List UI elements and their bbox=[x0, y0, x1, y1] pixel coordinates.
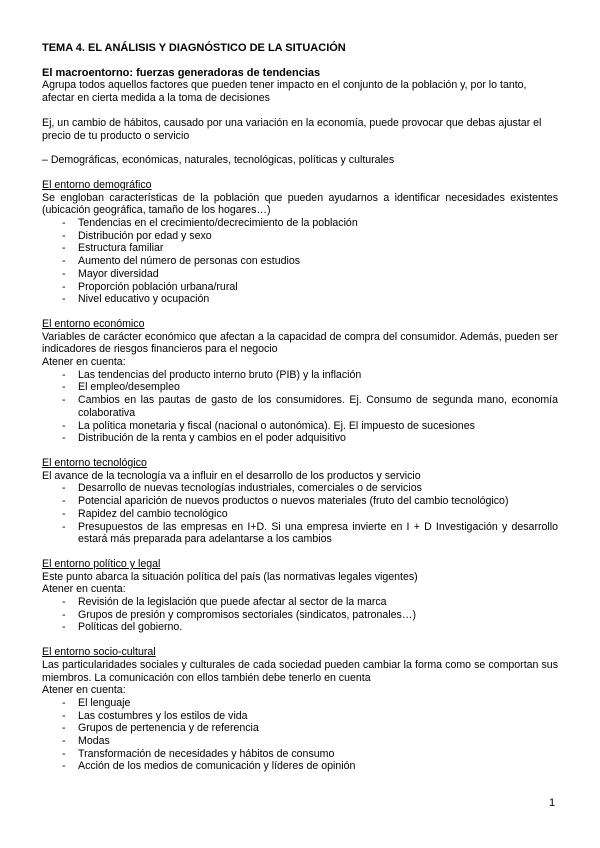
list-item: - Distribución por edad y sexo bbox=[42, 230, 558, 243]
list-item: - Tendencias en el crecimiento/decrecimiento de la población bbox=[42, 217, 558, 230]
attend-label: Atener en cuenta: bbox=[42, 684, 126, 697]
list-item: - Políticas del gobierno. bbox=[42, 621, 558, 634]
list-item: - Mayor diversidad bbox=[42, 268, 558, 281]
list-item: - Modas bbox=[42, 735, 558, 748]
attend-label: Atener en cuenta: bbox=[42, 583, 126, 596]
list-item: - La política monetaria y fiscal (nacional o autonómica). Ej. El impuesto de sucesiones bbox=[42, 420, 558, 433]
list-item: - Distribución de la renta y cambios en el poder adquisitivo bbox=[42, 432, 558, 445]
section-text: Se engloban características de la población que pueden ayudarnos a identificar necesidades existentes (ubicación geográfica, tamaño de los hogares…) bbox=[42, 191, 558, 217]
bullet-list bbox=[42, 369, 558, 445]
list-item: - Proporción población urbana/rural bbox=[42, 281, 558, 294]
macro-list: – Demográficas, económicas, naturales, tecnológicas, políticas y culturales bbox=[42, 154, 395, 167]
section-text: El avance de la tecnología va a influir en el desarrollo de los productos y servicio bbox=[42, 469, 421, 482]
section-heading-demografico: El entorno demográfico bbox=[42, 178, 152, 191]
page-title: TEMA 4. EL ANÁLISIS Y DIAGNÓSTICO DE LA SITUACIÓN bbox=[42, 42, 346, 54]
section-heading-economico: El entorno económico bbox=[42, 317, 145, 330]
bullet-list bbox=[42, 697, 558, 773]
list-item: - Rapidez del cambio tecnológico bbox=[42, 508, 558, 521]
bullet-list bbox=[42, 217, 558, 306]
list-item: - Revisión de la legislación que puede afectar al sector de la marca bbox=[42, 596, 558, 609]
list-item: - Nivel educativo y ocupación bbox=[42, 293, 558, 306]
list-item: - El empleo/desempleo bbox=[42, 381, 558, 394]
page-content bbox=[42, 42, 558, 773]
section-text: Las particularidades sociales y culturales de cada sociedad pueden cambiar la forma como se comportan sus miembros. La comunicación con ellos también debe tenerlo en cuenta bbox=[42, 658, 558, 684]
list-item: - Estructura familiar bbox=[42, 242, 558, 255]
bullet-list bbox=[42, 596, 558, 634]
list-item: - Transformación de necesidades y hábitos de consumo bbox=[42, 748, 558, 761]
macro-intro: Agrupa todos aquellos factores que pueden tener impacto en el conjunto de la población y, por lo tanto, afectar en cierta medida a la toma de decisiones bbox=[42, 79, 527, 105]
list-item: - Aumento del número de personas con estudios bbox=[42, 255, 558, 268]
section-heading-politico: El entorno político y legal bbox=[42, 557, 161, 570]
macro-example: Ej, un cambio de hábitos, causado por una variación en la economía, puede provocar que debas ajustar el precio de tu producto o servicio bbox=[42, 116, 542, 142]
list-item: - Grupos de presión y compromisos sectoriales (sindicatos, patronales…) bbox=[42, 609, 558, 622]
list-item: - Las tendencias del producto interno bruto (PIB) y la inflación bbox=[42, 369, 558, 382]
list-item: - Potencial aparición de nuevos productos o nuevos materiales (fruto del cambio tecnológico) bbox=[42, 495, 558, 508]
list-item: - Grupos de pertenencia y de referencia bbox=[42, 722, 558, 735]
list-item: - Las costumbres y los estilos de vida bbox=[42, 710, 558, 723]
list-item: - Desarrollo de nuevas tecnologías industriales, comerciales o de servicios bbox=[42, 482, 558, 495]
list-item: - Cambios en las pautas de gasto de los consumidores. Ej. Consumo de segunda mano, economía colaborativa bbox=[42, 394, 558, 419]
section-text: Este punto abarca la situación política del país (las normativas legales vigentes) bbox=[42, 570, 418, 583]
bullet-list bbox=[42, 482, 558, 546]
section-heading-sociocultural: El entorno socio-cultural bbox=[42, 646, 156, 659]
macro-heading: El macroentorno: fuerzas generadoras de tendencias bbox=[42, 66, 321, 79]
list-item: - Acción de los medios de comunicación y líderes de opinión bbox=[42, 760, 558, 773]
section-text: Variables de carácter económico que afectan a la capacidad de compra del consumidor. Además, pueden ser indicadores de riesgos financieros para el negocio bbox=[42, 330, 558, 356]
list-item: - El lenguaje bbox=[42, 697, 558, 710]
section-heading-tecnologico: El entorno tecnológico bbox=[42, 456, 147, 469]
attend-label: Atener en cuenta: bbox=[42, 356, 126, 369]
page-number: 1 bbox=[549, 797, 556, 809]
list-item: - Presupuestos de las empresas en I+D. Si una empresa invierte en I + D Investigación y desarrollo estará más preparada para adelantarse a los cambios bbox=[42, 521, 558, 546]
